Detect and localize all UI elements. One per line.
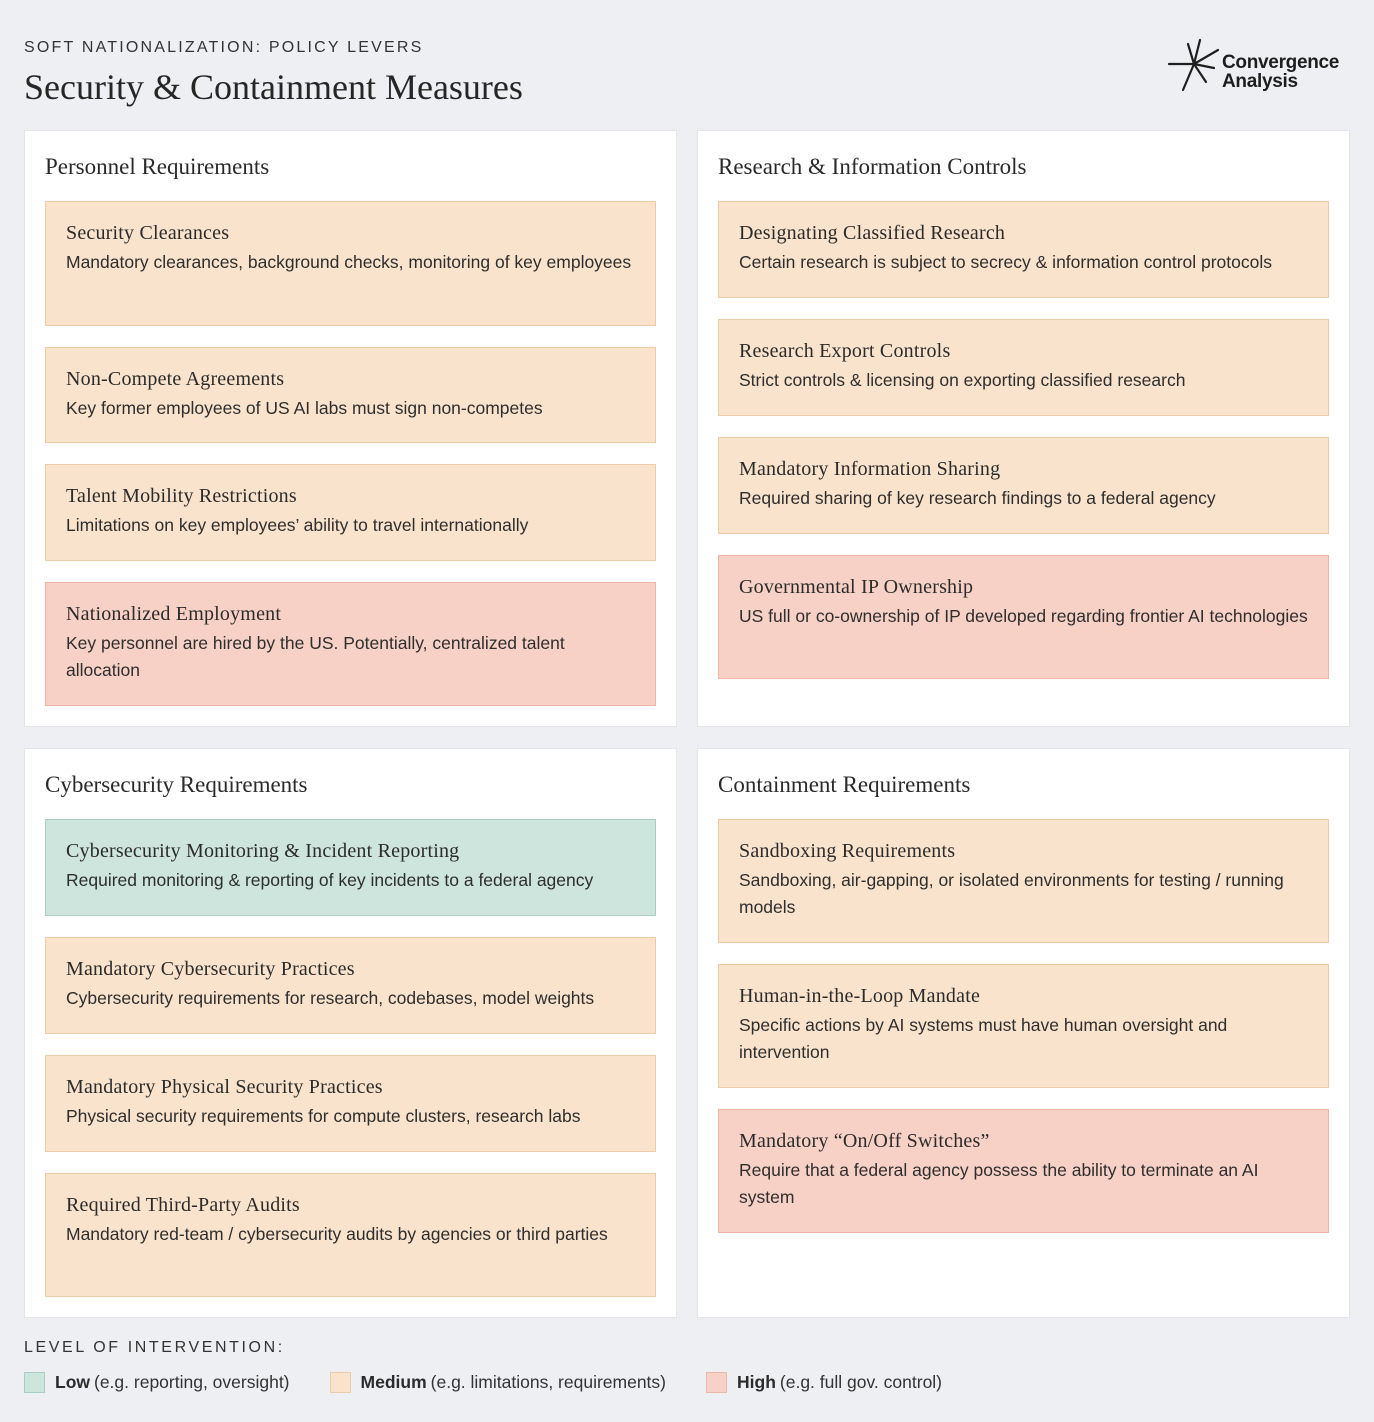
card-title: Mandatory Cybersecurity Practices (66, 958, 355, 980)
eyebrow-label: SOFT NATIONALIZATION: POLICY LEVERS (24, 39, 424, 56)
card-desc: Require that a federal agency possess the ability to terminate an AI system (739, 1160, 1259, 1207)
card-title: Mandatory Information Sharing (739, 458, 1001, 480)
card-ip-ownership (718, 555, 1329, 679)
card-title: Talent Mobility Restrictions (66, 485, 297, 507)
card-desc: Sandboxing, air-gapping, or isolated environments for testing / running models (739, 870, 1284, 917)
legend-label: LEVEL OF INTERVENTION: (24, 1339, 285, 1356)
card-desc: Certain research is subject to secrecy & information control protocols (739, 252, 1273, 272)
panel-title: Containment Requirements (718, 772, 971, 797)
starburst-icon (1166, 38, 1222, 94)
card-talent-mobility (45, 464, 656, 561)
legend-name: Medium (360, 1371, 427, 1392)
card-title: Required Third-Party Audits (66, 1194, 300, 1216)
card-non-compete (45, 347, 656, 443)
legend-item-low (24, 1372, 290, 1393)
legend-name: High (737, 1371, 776, 1392)
card-desc: Mandatory red-team / cybersecurity audits by agencies or third parties (66, 1224, 608, 1244)
logo-line-1: Convergence (1222, 52, 1340, 73)
card-title: Security Clearances (66, 222, 230, 244)
card-third-party-audits (45, 1173, 656, 1297)
card-title: Mandatory Physical Security Practices (66, 1076, 383, 1098)
card-desc: US full or co-ownership of IP developed regarding frontier AI technologies (739, 606, 1308, 626)
card-title: Designating Classified Research (739, 222, 1006, 244)
card-desc: Key former employees of US AI labs must sign non-competes (66, 398, 543, 418)
card-research-export (718, 319, 1329, 416)
card-human-in-the-loop (718, 964, 1329, 1088)
card-information-sharing (718, 437, 1329, 534)
card-desc: Limitations on key employees’ ability to travel internationally (66, 515, 529, 535)
card-cyber-monitoring (45, 819, 656, 916)
card-desc: Physical security requirements for compute clusters, research labs (66, 1106, 581, 1126)
card-physical-security (45, 1055, 656, 1152)
card-title: Cybersecurity Monitoring & Incident Reporting (66, 840, 460, 862)
panel-personnel (24, 130, 677, 727)
card-nationalized-employment (45, 582, 656, 706)
panel-title: Research & Information Controls (718, 154, 1027, 179)
legend-desc: (e.g. reporting, oversight) (94, 1371, 290, 1392)
card-desc: Strict controls & licensing on exporting classified research (739, 370, 1186, 390)
panel-title: Personnel Requirements (45, 154, 270, 179)
card-title: Research Export Controls (739, 340, 951, 362)
card-desc: Specific actions by AI systems must have human oversight and intervention (739, 1015, 1228, 1062)
panel-title: Cybersecurity Requirements (45, 772, 308, 797)
card-classified-research (718, 201, 1329, 298)
card-desc: Required sharing of key research findings to a federal agency (739, 488, 1216, 508)
card-title: Governmental IP Ownership (739, 576, 974, 598)
card-title: Sandboxing Requirements (739, 840, 956, 862)
card-title: Human-in-the-Loop Mandate (739, 985, 981, 1007)
legend-swatch-low (24, 1372, 45, 1393)
page-title: Security & Containment Measures (24, 67, 523, 107)
card-on-off-switches (718, 1109, 1329, 1233)
card-desc: Required monitoring & reporting of key incidents to a federal agency (66, 870, 594, 890)
legend-name: Low (55, 1371, 90, 1392)
card-desc: Mandatory clearances, background checks, monitoring of key employees (66, 252, 632, 272)
legend-swatch-medium (330, 1372, 351, 1393)
card-title: Nationalized Employment (66, 603, 282, 625)
card-title: Mandatory “On/Off Switches” (739, 1130, 990, 1152)
panel-research (697, 130, 1350, 727)
card-title: Non-Compete Agreements (66, 368, 285, 390)
card-desc: Key personnel are hired by the US. Potentially, centralized talent allocation (66, 633, 565, 680)
logo-wordmark (1222, 53, 1339, 91)
legend-item-high (706, 1372, 942, 1393)
card-cyber-practices (45, 937, 656, 1034)
legend-desc: (e.g. full gov. control) (779, 1371, 943, 1392)
panel-cybersecurity (24, 748, 677, 1318)
card-security-clearances (45, 201, 656, 326)
legend-desc: (e.g. limitations, requirements) (430, 1371, 667, 1392)
logo (1166, 38, 1356, 94)
card-sandboxing (718, 819, 1329, 943)
card-desc: Cybersecurity requirements for research, codebases, model weights (66, 988, 595, 1008)
legend (24, 1370, 982, 1394)
legend-item-medium (330, 1372, 667, 1393)
panel-containment (697, 748, 1350, 1318)
legend-swatch-high (706, 1372, 727, 1393)
logo-line-2: Analysis (1222, 71, 1298, 92)
